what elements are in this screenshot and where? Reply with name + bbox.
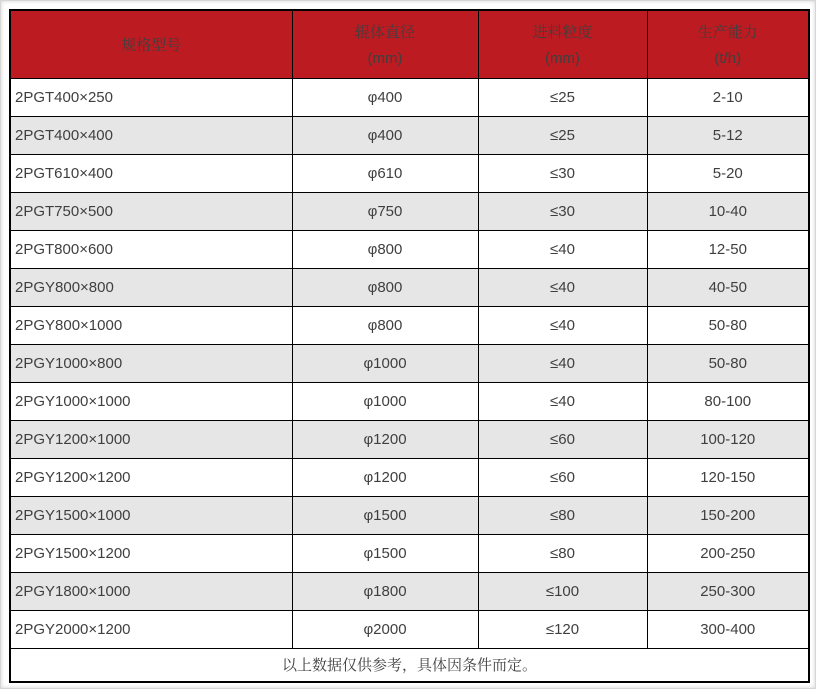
capacity-cell: 80-100 xyxy=(647,382,809,420)
feed-size-cell: ≤30 xyxy=(478,154,647,192)
table-row xyxy=(10,534,809,572)
diameter-cell: φ1500 xyxy=(292,496,478,534)
table-row xyxy=(10,572,809,610)
header-model-title: 规格型号 xyxy=(121,36,182,54)
diameter-cell: φ800 xyxy=(292,306,478,344)
diameter-cell: φ1000 xyxy=(292,382,478,420)
model-cell: 2PGY1000×800 xyxy=(10,344,292,382)
model-cell: 2PGY800×800 xyxy=(10,268,292,306)
model-cell: 2PGY1800×1000 xyxy=(10,572,292,610)
table-row xyxy=(10,154,809,192)
capacity-cell: 200-250 xyxy=(647,534,809,572)
diameter-cell: φ1200 xyxy=(292,420,478,458)
capacity-cell: 100-120 xyxy=(647,420,809,458)
table-row xyxy=(10,268,809,306)
diameter-cell: φ610 xyxy=(292,154,478,192)
capacity-cell: 50-80 xyxy=(647,344,809,382)
table-header-row xyxy=(10,10,809,78)
header-cell-roller-diameter xyxy=(292,10,478,78)
feed-size-cell: ≤100 xyxy=(478,572,647,610)
model-cell: 2PGY2000×1200 xyxy=(10,610,292,648)
model-cell: 2PGY1500×1000 xyxy=(10,496,292,534)
feed-size-cell: ≤120 xyxy=(478,610,647,648)
table-row xyxy=(10,496,809,534)
table-row xyxy=(10,382,809,420)
feed-size-cell: ≤80 xyxy=(478,496,647,534)
capacity-cell: 12-50 xyxy=(647,230,809,268)
feed-size-cell: ≤25 xyxy=(478,116,647,154)
header-diameter-unit: (mm) xyxy=(367,50,403,68)
feed-size-cell: ≤40 xyxy=(478,382,647,420)
diameter-cell: φ800 xyxy=(292,268,478,306)
feed-size-cell: ≤25 xyxy=(478,78,647,116)
feed-size-cell: ≤80 xyxy=(478,534,647,572)
feed-size-cell: ≤40 xyxy=(478,344,647,382)
header-cell-feed-size xyxy=(478,10,647,78)
feed-size-cell: ≤40 xyxy=(478,268,647,306)
capacity-cell: 10-40 xyxy=(647,192,809,230)
diameter-cell: φ800 xyxy=(292,230,478,268)
capacity-cell: 300-400 xyxy=(647,610,809,648)
model-cell: 2PGT400×400 xyxy=(10,116,292,154)
header-capacity-unit: (t/h) xyxy=(714,50,742,68)
capacity-cell: 250-300 xyxy=(647,572,809,610)
diameter-cell: φ1500 xyxy=(292,534,478,572)
model-cell: 2PGT750×500 xyxy=(10,192,292,230)
table-row xyxy=(10,78,809,116)
capacity-cell: 5-12 xyxy=(647,116,809,154)
table-row xyxy=(10,192,809,230)
diameter-cell: φ750 xyxy=(292,192,478,230)
table-row xyxy=(10,116,809,154)
capacity-cell: 40-50 xyxy=(647,268,809,306)
footnote-text: 以上数据仅供参考，具体因条件而定。 xyxy=(10,648,809,682)
table-row xyxy=(10,344,809,382)
table-row xyxy=(10,306,809,344)
spec-table xyxy=(9,9,810,683)
feed-size-cell: ≤40 xyxy=(478,230,647,268)
feed-size-cell: ≤60 xyxy=(478,420,647,458)
header-cell-capacity xyxy=(647,10,809,78)
feed-size-cell: ≤30 xyxy=(478,192,647,230)
capacity-cell: 120-150 xyxy=(647,458,809,496)
diameter-cell: φ1800 xyxy=(292,572,478,610)
capacity-cell: 150-200 xyxy=(647,496,809,534)
diameter-cell: φ400 xyxy=(292,78,478,116)
model-cell: 2PGY1200×1200 xyxy=(10,458,292,496)
feed-size-cell: ≤60 xyxy=(478,458,647,496)
model-cell: 2PGT800×600 xyxy=(10,230,292,268)
model-cell: 2PGT610×400 xyxy=(10,154,292,192)
header-feed-size-unit: (mm) xyxy=(545,50,580,68)
capacity-cell: 2-10 xyxy=(647,78,809,116)
diameter-cell: φ1200 xyxy=(292,458,478,496)
feed-size-cell: ≤40 xyxy=(478,306,647,344)
capacity-cell: 5-20 xyxy=(647,154,809,192)
table-row xyxy=(10,420,809,458)
header-diameter-title: 辊体直径 xyxy=(354,24,415,42)
capacity-cell: 50-80 xyxy=(647,306,809,344)
model-cell: 2PGY1000×1000 xyxy=(10,382,292,420)
diameter-cell: φ400 xyxy=(292,116,478,154)
model-cell: 2PGT400×250 xyxy=(10,78,292,116)
header-feed-size-title: 进料粒度 xyxy=(532,24,593,42)
header-cell-model xyxy=(10,10,292,78)
diameter-cell: φ2000 xyxy=(292,610,478,648)
diameter-cell: φ1000 xyxy=(292,344,478,382)
table-row xyxy=(10,230,809,268)
table-row xyxy=(10,610,809,648)
header-capacity-title: 生产能力 xyxy=(697,24,758,42)
model-cell: 2PGY1200×1000 xyxy=(10,420,292,458)
model-cell: 2PGY1500×1200 xyxy=(10,534,292,572)
table-row xyxy=(10,458,809,496)
table-body xyxy=(10,78,809,648)
model-cell: 2PGY800×1000 xyxy=(10,306,292,344)
footnote-row xyxy=(10,648,809,682)
